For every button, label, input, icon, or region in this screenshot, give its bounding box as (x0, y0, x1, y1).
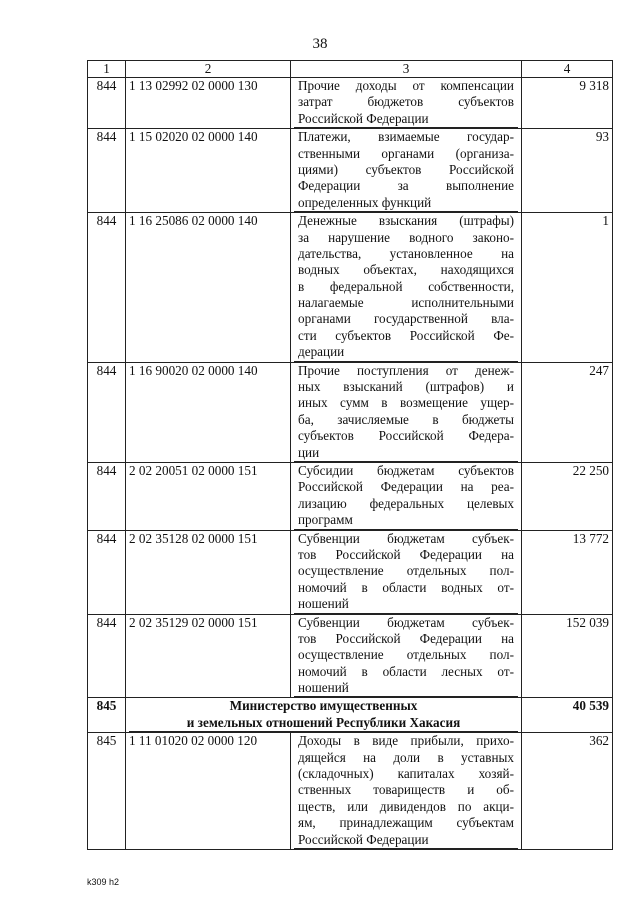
page-number: 38 (312, 36, 328, 52)
description-line: номочий в области водных от- (298, 579, 514, 595)
description-line: ных взысканий (штрафов) и (298, 379, 514, 395)
description-line: Российской Федерации на реа- (298, 479, 514, 495)
description-line: дящейся на доли в уставных (298, 749, 514, 765)
description-line: водных объектах, находящихся (298, 262, 514, 278)
footer-code: k309 h2 (87, 877, 120, 887)
column-header: 2 (126, 61, 291, 78)
description-line: Денежные взыскания (штрафы) (298, 213, 514, 229)
description-line: в федеральной собственности, (298, 278, 514, 294)
org-code-cell: 844 (88, 614, 126, 698)
org-code-cell: 844 (88, 129, 126, 213)
description-line: ственных товариществ и об- (298, 782, 514, 798)
amount-cell: 40 539 (522, 698, 613, 733)
table-header-row (88, 61, 613, 78)
budget-code-cell: 1 16 25086 02 0000 140 (126, 213, 291, 363)
description-line: определенных функций (294, 195, 518, 212)
description-line: Платежи, взимаемые государ- (298, 129, 514, 145)
org-code-cell: 844 (88, 462, 126, 530)
description-line: Субсидии бюджетам субъектов (298, 462, 514, 478)
description-line: затрат бюджетов субъектов (298, 94, 514, 110)
table-row (88, 462, 613, 530)
column-header: 4 (522, 61, 613, 78)
description-line: органами государственной вла- (298, 311, 514, 327)
description-line: ции (294, 445, 518, 462)
description-line: дательства, установленное на (298, 245, 514, 261)
description-line: Прочие доходы от компенсации (298, 78, 514, 93)
description-line: осуществление отдельных пол- (298, 647, 514, 663)
description-line: ба, зачисляемые в бюджеты (298, 411, 514, 427)
ministry-title (126, 698, 522, 733)
table-row (88, 530, 613, 614)
table-body (88, 78, 613, 850)
description-line: сти субъектов Российской Фе- (298, 327, 514, 343)
budget-table (87, 60, 613, 850)
amount-cell: 1 (522, 213, 613, 363)
budget-code-cell: 2 02 35129 02 0000 151 (126, 614, 291, 698)
description-cell (291, 462, 522, 530)
description-line: ношений (294, 680, 518, 697)
budget-code-cell: 2 02 35128 02 0000 151 (126, 530, 291, 614)
table-row (88, 362, 613, 462)
org-code-cell: 844 (88, 362, 126, 462)
budget-code-cell: 2 02 20051 02 0000 151 (126, 462, 291, 530)
description-line: Субвенции бюджетам субъек- (298, 614, 514, 630)
description-line: Российской Федерации (294, 111, 518, 128)
table-row (88, 78, 613, 129)
description-cell (291, 530, 522, 614)
description-cell (291, 213, 522, 363)
amount-cell: 22 250 (522, 462, 613, 530)
description-cell (291, 362, 522, 462)
description-line: Российской Федерации (294, 832, 518, 849)
description-cell (291, 733, 522, 850)
description-line: ношений (294, 596, 518, 613)
amount-cell: 362 (522, 733, 613, 850)
column-header: 1 (88, 61, 126, 78)
description-line: ственными органами (организа- (298, 145, 514, 161)
ministry-row (88, 698, 613, 733)
description-line: субъектов Российской Федера- (298, 428, 514, 444)
description-line: осуществление отдельных пол- (298, 563, 514, 579)
description-line: (складочных) капиталах хозяй- (298, 766, 514, 782)
description-line: ществ, или дивидендов по акци- (298, 798, 514, 814)
org-code-cell: 844 (88, 78, 126, 129)
org-code-cell: 845 (88, 733, 126, 850)
description-line: ям, принадлежащим субъектам (298, 815, 514, 831)
description-line: Субвенции бюджетам субъек- (298, 530, 514, 546)
amount-cell: 93 (522, 129, 613, 213)
description-line: Прочие поступления от денеж- (298, 362, 514, 378)
column-header: 3 (291, 61, 522, 78)
description-line: иных сумм в возмещение ущер- (298, 395, 514, 411)
amount-cell: 247 (522, 362, 613, 462)
description-line: тов Российской Федерации на (298, 546, 514, 562)
description-cell (291, 78, 522, 129)
table-row (88, 213, 613, 363)
description-line: Федерации за выполнение (298, 178, 514, 194)
description-line: за нарушение водного законо- (298, 229, 514, 245)
description-line: номочий в области лесных от- (298, 663, 514, 679)
description-cell (291, 614, 522, 698)
table-row (88, 733, 613, 850)
budget-code-cell: 1 16 90020 02 0000 140 (126, 362, 291, 462)
description-line: тов Российской Федерации на (298, 630, 514, 646)
description-line: циями) субъектов Российской (298, 161, 514, 177)
org-code-cell: 844 (88, 213, 126, 363)
budget-code-cell: 1 11 01020 02 0000 120 (126, 733, 291, 850)
table-row (88, 614, 613, 698)
description-cell (291, 129, 522, 213)
amount-cell: 13 772 (522, 530, 613, 614)
budget-code-cell: 1 13 02992 02 0000 130 (126, 78, 291, 129)
description-line: лизацию федеральных целевых (298, 495, 514, 511)
description-line: налагаемые исполнительными (298, 295, 514, 311)
org-code-cell: 844 (88, 530, 126, 614)
org-code-cell: 845 (88, 698, 126, 733)
ministry-title-line: Министерство имущественных (229, 698, 418, 714)
table-row (88, 129, 613, 213)
budget-code-cell: 1 15 02020 02 0000 140 (126, 129, 291, 213)
amount-cell: 152 039 (522, 614, 613, 698)
amount-cell: 9 318 (522, 78, 613, 129)
description-line: Доходы в виде прибыли, прихо- (298, 733, 514, 749)
ministry-title-line: и земельных отношений Республики Хакасия (129, 715, 518, 732)
description-line: дерации (294, 344, 518, 361)
description-line: программ (294, 512, 518, 529)
